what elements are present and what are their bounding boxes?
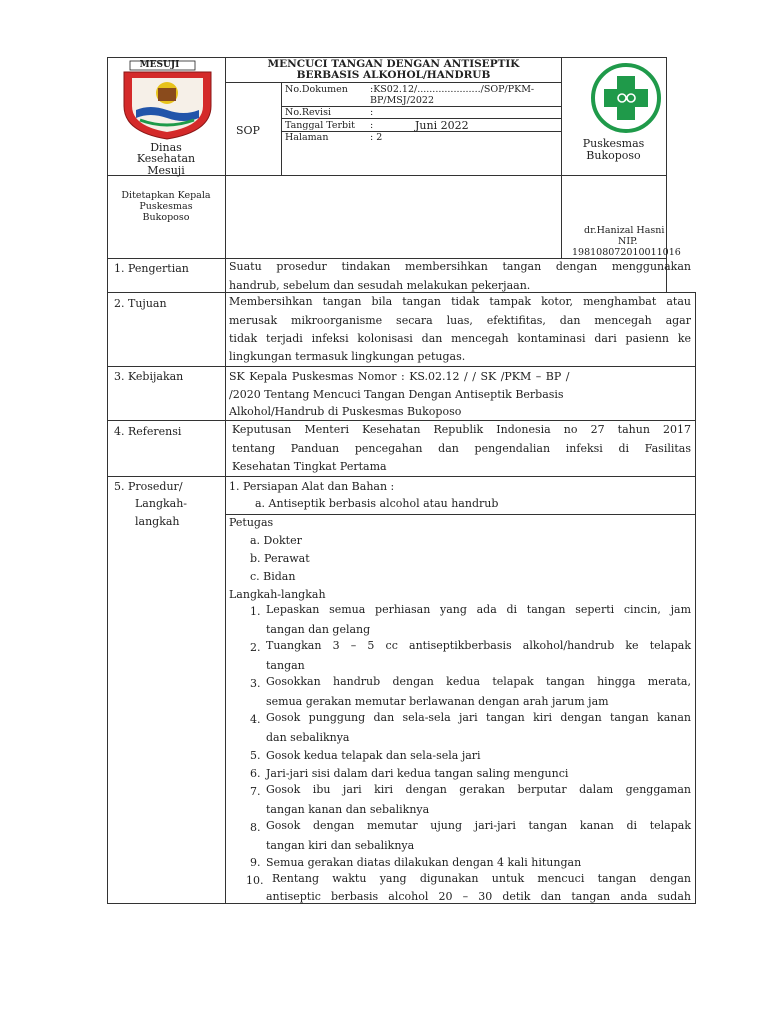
approval-label: Ditetapkan Kepala [121,190,211,201]
col-divider [281,82,282,175]
section-text: SK Kepala Puskesmas Nomor : KS.02.12 / / SK /PKM – BP / [229,370,570,383]
signer-nip-label: NIP. [618,236,638,247]
step-text: antiseptic berbasis alcohol 20 – 30 detik dan tangan anda sudah [266,890,691,903]
step-text: Gosok punggung dan sela-sela jari tangan kiri dengan tangan kanan [266,711,691,724]
step-number: 7. [250,785,261,798]
section-text: /2020 Tentang Mencuci Tangan Dengan Antiseptik Berbasis [229,388,564,401]
title-divider [225,82,561,83]
step-number: 9. [250,856,261,869]
table-border-left [107,57,108,904]
field-label: No.Revisi [285,107,331,118]
section-text: Alkohol/Handrub di Puskesmas Bukoposo [229,405,462,418]
section-text: handrub, sebelum dan sesudah melakukan pekerjaan. [229,279,531,292]
col-divider [561,57,562,258]
section-label: Langkah- [135,497,188,510]
step-number: 3. [250,677,261,690]
issue-date: Juni 2022 [415,119,469,132]
agency-line: Dinas [150,141,182,154]
section-label: 2. Tujuan [114,297,167,310]
seal-label: MESUJI [139,60,180,70]
signer-nip: 198108072010011016 [572,247,681,258]
step-text: Gosok dengan memutar ujung jari-jari tangan kanan di telapak [266,819,691,832]
field-label: No.Dokumen [285,84,348,95]
field-value: : [370,120,374,131]
section-text: Kesehatan Tingkat Pertama [232,460,387,473]
approval-label: Puskesmas [139,201,193,212]
section-label: 4. Referensi [114,425,182,438]
step-text: tangan kiri dan sebaliknya [266,839,415,852]
section-text: lingkungan termasuk lingkungan petugas. [229,350,466,363]
prep-title: 1. Persiapan Alat dan Bahan : [229,480,395,493]
section-text: merusak mikroorganisme secara luas, efektifitas, dan mencegah agar [229,313,691,327]
step-number: 2. [250,641,261,654]
step-text: Lepaskan semua perhiasan yang ada di tangan seperti cincin, jam [266,603,691,616]
step-text: Jari-jari sisi dalam dari kedua tangan saling mengunci [266,767,569,780]
signer-name: dr.Hanizal Hasni [584,225,665,236]
mesuji-seal-icon [120,60,215,140]
section-text: tidak terjadi infeksi kolonisasi dan mencegah kontaminasi dari pasienn ke [229,332,691,345]
row-divider [107,366,696,367]
step-number: 1. [250,605,261,618]
section-label: 1. Pengertian [114,262,189,275]
step-text: tangan [266,659,305,672]
petugas-item: b. Perawat [250,552,310,565]
section-text: Keputusan Menteri Kesehatan Republik Indonesia no 27 tahun 2017 [232,423,691,436]
petugas-item: a. Dokter [250,534,302,547]
agency-line: Kesehatan [136,152,196,165]
row-divider [107,476,696,477]
section-text: Membersihkan tangan bila tangan tidak tampak kotor, menghambat atau [229,295,691,308]
field-label: Halaman [285,132,329,143]
prep-item: a. Antiseptik berbasis alcohol atau handrub [255,497,499,510]
agency-line: Mesuji [147,164,185,177]
step-text: Rentang waktu yang digunakan untuk mencuci tangan dengan [272,872,691,885]
row-divider [225,514,696,515]
clinic-name: Bukoposo [586,149,641,162]
step-text: Gosokkan handrub dengan kedua telapak tangan hingga merata, [266,675,691,688]
clinic-name: Puskesmas [582,137,645,150]
steps-title: Langkah-langkah [229,588,326,601]
section-text: Suatu prosedur tindakan membersihkan tangan dengan menggunakan [229,260,691,273]
step-text: dan sebaliknya [266,731,350,744]
petugas-title: Petugas [229,516,274,529]
doc-type-label: SOP [236,124,260,137]
section-label: 5. Prosedur/ [114,480,183,493]
step-number: 6. [250,767,261,780]
step-number: 5. [250,749,261,762]
field-value: : [370,107,374,118]
step-text: tangan kanan dan sebaliknya [266,803,430,816]
mesuji-seal [120,60,215,140]
step-text: Semua gerakan diatas dilakukan dengan 4 kali hitungan [266,856,582,869]
field-value: : 2 [370,132,383,143]
step-text: Gosok ibu jari kiri dengan gerakan berputar dalam genggaman [266,783,691,796]
section-label: 3. Kebijakan [114,370,184,383]
approval-label: Bukoposo [142,212,190,223]
document-title: BERBASIS ALKOHOL/HANDRUB [296,69,491,81]
document-title: MENCUCI TANGAN DENGAN ANTISEPTIK [267,58,520,70]
field-value: :KS02.12/...................../SOP/PKM- [370,84,535,95]
step-text: semua gerakan memutar berlawanan dengan arah jarum jam [266,695,609,708]
col-divider [225,57,226,904]
puskesmas-logo [590,62,662,134]
table-border-right [695,292,696,904]
step-text: tangan dan gelang [266,623,371,636]
step-text: Tuangkan 3 – 5 cc antiseptikberbasis alkohol/handrub ke telapak [266,639,691,652]
step-text: Gosok kedua telapak dan sela-sela jari [266,749,481,762]
section-label: langkah [135,515,180,528]
section-text: tentang Panduan pencegahan dan pengendalian infeksi di Fasilitas [232,441,691,455]
step-number: 4. [250,713,261,726]
step-number: 10. [246,874,264,887]
step-number: 8. [250,821,261,834]
puskesmas-cross-icon [590,62,662,134]
field-value: BP/MSJ/2022 [370,95,434,106]
field-label: Tanggal Terbit [285,120,355,131]
petugas-item: c. Bidan [250,570,296,583]
